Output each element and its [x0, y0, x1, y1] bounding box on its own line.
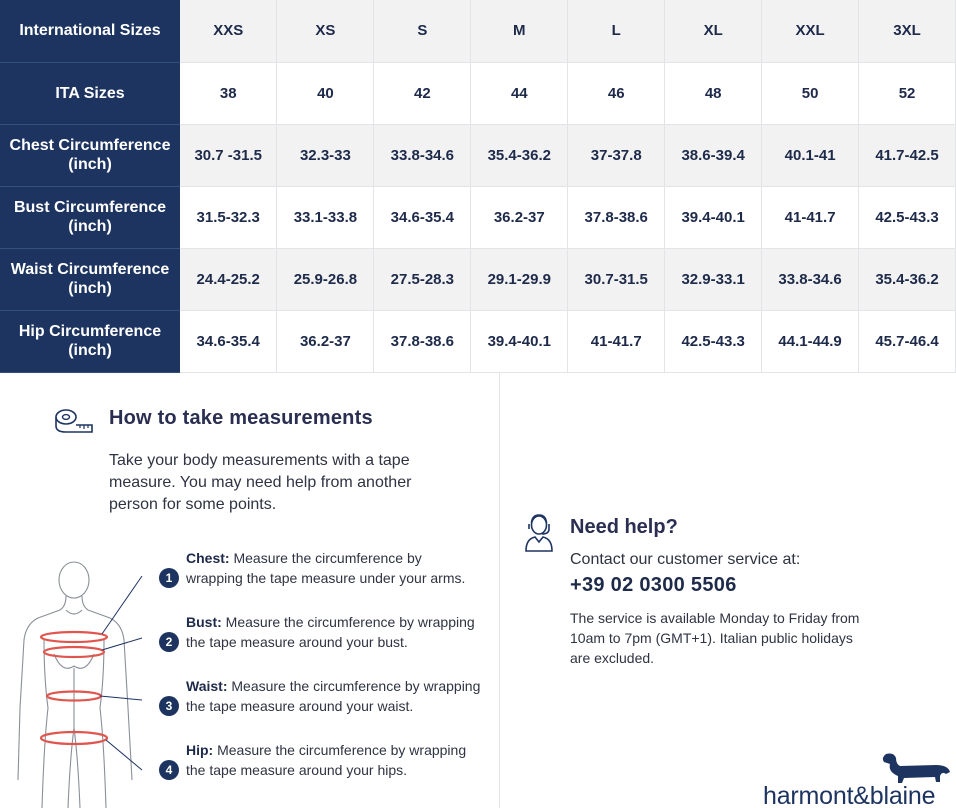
table-cell: 40.1-41	[762, 124, 859, 186]
table-row-hip	[0, 310, 956, 372]
table-cell: 33.1-33.8	[277, 186, 374, 248]
row-header: Hip Circumference (inch)	[0, 310, 180, 372]
row-header: Chest Circumference (inch)	[0, 124, 180, 186]
table-cell: XL	[665, 0, 762, 62]
table-cell: 24.4-25.2	[180, 248, 277, 310]
row-header: ITA Sizes	[0, 62, 180, 124]
table-row-chest	[0, 124, 956, 186]
table-cell: 36.2-37	[471, 186, 568, 248]
table-cell: S	[374, 0, 471, 62]
table-cell: 44.1-44.9	[762, 310, 859, 372]
table-cell: 32.9-33.1	[665, 248, 762, 310]
table-cell: 34.6-35.4	[374, 186, 471, 248]
table-cell: 41.7-42.5	[859, 124, 956, 186]
step-bust	[186, 612, 482, 652]
table-cell: 25.9-26.8	[277, 248, 374, 310]
table-cell: 41-41.7	[568, 310, 665, 372]
step-label: Waist:	[186, 678, 228, 694]
table-cell: 37-37.8	[568, 124, 665, 186]
table-cell: XS	[277, 0, 374, 62]
step-waist	[186, 676, 482, 716]
step-4-badge: 4	[159, 760, 179, 780]
row-header: Waist Circumference (inch)	[0, 248, 180, 310]
table-cell: 31.5-32.3	[180, 186, 277, 248]
table-cell: 42.5-43.3	[859, 186, 956, 248]
table-cell: 33.8-34.6	[762, 248, 859, 310]
step-2-badge: 2	[159, 632, 179, 652]
measurement-intro: Take your body measurements with a tape measure. You may need help from another person for some points.	[109, 452, 412, 513]
table-cell: XXS	[180, 0, 277, 62]
table-cell: 37.8-38.6	[374, 310, 471, 372]
table-cell: 45.7-46.4	[859, 310, 956, 372]
table-cell: M	[471, 0, 568, 62]
table-cell: 50	[762, 62, 859, 124]
table-cell: 32.3-33	[277, 124, 374, 186]
table-cell: 27.5-28.3	[374, 248, 471, 310]
table-cell: 39.4-40.1	[471, 310, 568, 372]
step-label: Bust:	[186, 614, 222, 630]
table-cell: 41-41.7	[762, 186, 859, 248]
table-row-ita	[0, 62, 956, 124]
table-cell: 39.4-40.1	[665, 186, 762, 248]
operator-headset-icon	[523, 512, 555, 552]
table-row-waist	[0, 248, 956, 310]
table-cell: 48	[665, 62, 762, 124]
help-contact-text: Contact our customer service at:	[570, 551, 801, 568]
table-cell: 42.5-43.3	[665, 310, 762, 372]
table-cell: 33.8-34.6	[374, 124, 471, 186]
table-cell: 42	[374, 62, 471, 124]
table-cell: L	[568, 0, 665, 62]
step-chest	[186, 548, 482, 588]
size-chart-table	[0, 0, 956, 373]
table-cell: XXL	[762, 0, 859, 62]
table-cell: 40	[277, 62, 374, 124]
help-title: Need help?	[570, 516, 678, 538]
table-cell: 52	[859, 62, 956, 124]
table-cell: 38	[180, 62, 277, 124]
table-row-international	[0, 0, 956, 62]
table-cell: 44	[471, 62, 568, 124]
table-row-bust	[0, 186, 956, 248]
row-header: International Sizes	[0, 0, 180, 62]
table-cell: 35.4-36.2	[859, 248, 956, 310]
step-text: Measure the circumference by wrapping the tape measure under your arms.	[186, 550, 466, 586]
step-3-badge: 3	[159, 696, 179, 716]
step-text: Measure the circumference by wrapping the tape measure around your hips.	[186, 742, 467, 778]
step-text: Measure the circumference by wrapping the tape measure around your waist.	[186, 678, 481, 714]
table-cell: 30.7-31.5	[568, 248, 665, 310]
step-text: Measure the circumference by wrapping the tape measure around your bust.	[186, 614, 475, 650]
table-cell: 38.6-39.4	[665, 124, 762, 186]
measurement-guide-panel	[0, 372, 500, 808]
table-cell: 46	[568, 62, 665, 124]
dachshund-logo	[880, 752, 952, 786]
table-cell: 30.7 -31.5	[180, 124, 277, 186]
table-cell: 3XL	[859, 0, 956, 62]
step-label: Chest:	[186, 550, 230, 566]
customer-service-phone-link[interactable]: +39 02 0300 5506	[570, 574, 737, 596]
table-cell: 34.6-35.4	[180, 310, 277, 372]
brand-logo-text[interactable]: harmont&blaine	[763, 782, 936, 808]
measurement-title: How to take measurements	[109, 407, 373, 429]
table-cell: 36.2-37	[277, 310, 374, 372]
step-1-badge: 1	[159, 568, 179, 588]
row-header: Bust Circumference (inch)	[0, 186, 180, 248]
table-cell: 29.1-29.9	[471, 248, 568, 310]
table-cell: 37.8-38.6	[568, 186, 665, 248]
tape-measure-icon	[54, 408, 94, 434]
step-label: Hip:	[186, 742, 214, 758]
body-diagram-image	[14, 558, 144, 808]
step-hip	[186, 740, 482, 780]
table-cell: 35.4-36.2	[471, 124, 568, 186]
help-hours-text: The service is available Monday to Friday from 10am to 7pm (GMT+1). Italian public holidays are excluded.	[570, 610, 860, 666]
